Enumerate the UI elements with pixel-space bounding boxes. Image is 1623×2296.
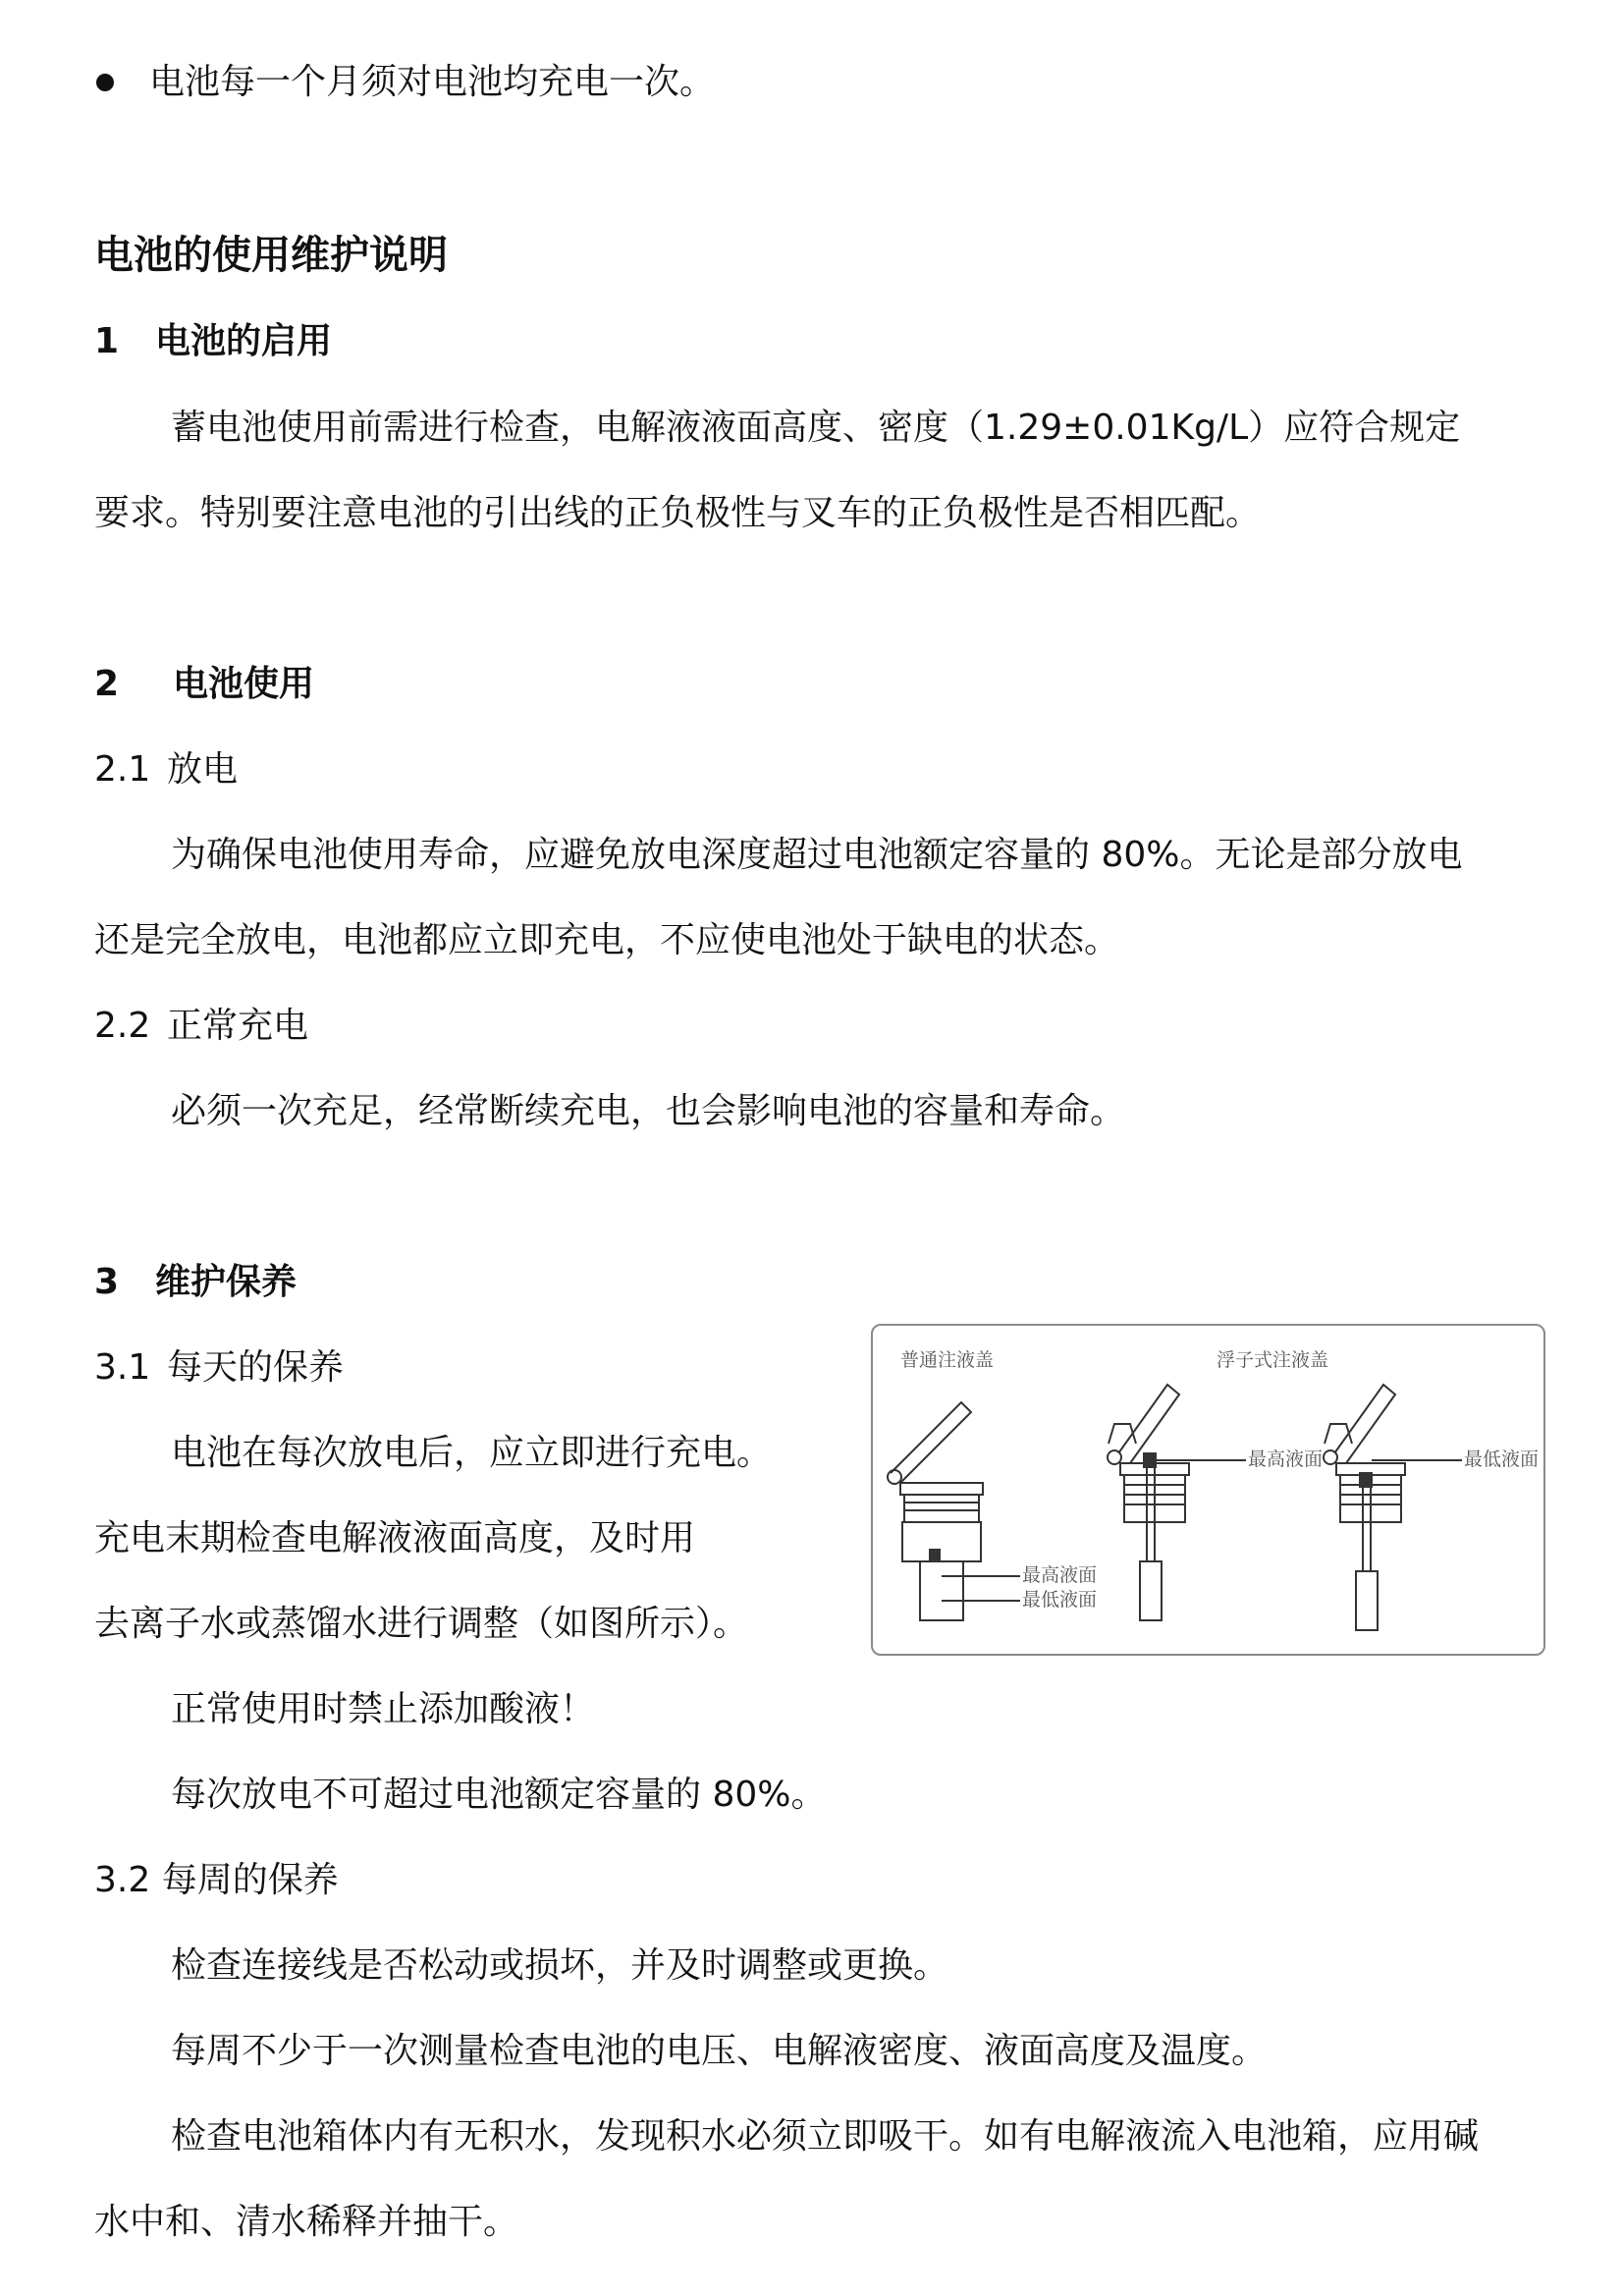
- section-2-1-line-2: 还是完全放电，电池都应立即充电，不应使电池处于缺电的状态。: [94, 920, 1120, 960]
- section-2-2-title: 正常充电: [167, 1006, 309, 1046]
- section-1-title: 电池的启用: [155, 321, 333, 361]
- filler-cap-figure: [871, 1324, 1545, 1656]
- float-filler-cap-drawing-1: [1108, 1385, 1246, 1620]
- section-2-title: 电池使用: [173, 664, 315, 704]
- top-bullet-text: 电池每一个月须对电池均充电一次。: [149, 62, 716, 102]
- section-3-title: 维护保养: [155, 1262, 298, 1302]
- bullet-dot-icon: [96, 74, 114, 91]
- section-2-number: 2: [94, 664, 120, 704]
- section-1-para-line-2: 要求。特别要注意电池的引出线的正负极性与叉车的正负极性是否相匹配。: [94, 493, 1262, 533]
- section-1-para-line-1: 蓄电池使用前需进行检查，电解液液面高度、密度（1.29±0.01Kg/L）应符合规定: [171, 408, 1461, 448]
- section-3-1-line-1: 电池在每次放电后，应立即进行充电。: [171, 1433, 773, 1473]
- section-2-1-number: 2.1: [94, 749, 151, 790]
- label-normal-cap: 普通注液盖: [900, 1349, 995, 1371]
- section-3-1-line-4: 正常使用时禁止添加酸液！: [171, 1689, 596, 1729]
- section-3-2-number: 3.2: [94, 1860, 151, 1900]
- section-3-2-line-1: 检查连接线是否松动或损坏，并及时调整或更换。: [171, 1945, 949, 1986]
- section-3-1-line-5: 每次放电不可超过电池额定容量的 80%。: [171, 1775, 827, 1815]
- label-max-level-float: 最高液面: [1248, 1449, 1324, 1470]
- section-title: 电池的使用维护说明: [94, 233, 448, 278]
- label-min-level-float: 最低液面: [1464, 1449, 1540, 1470]
- section-3-2-line-4: 水中和、清水稀释并抽干。: [94, 2202, 519, 2242]
- section-2-1-title: 放电: [167, 749, 239, 790]
- section-3-1-title: 每天的保养: [167, 1347, 345, 1388]
- label-min-level-normal: 最低液面: [1022, 1589, 1098, 1611]
- section-3-2-heading: [94, 1860, 339, 1900]
- section-3-2-line-2: 每周不少于一次测量检查电池的电压、电解液密度、液面高度及温度。: [171, 2031, 1268, 2071]
- section-3-1-line-3: 去离子水或蒸馏水进行调整（如图所示）。: [94, 1604, 749, 1644]
- section-3-2-title: 每周的保养: [161, 1860, 339, 1900]
- section-2-2-number: 2.2: [94, 1006, 151, 1046]
- filler-cap-diagram: [873, 1326, 1545, 1656]
- label-float-cap: 浮子式注液盖: [1217, 1349, 1329, 1371]
- section-3-2-line-3: 检查电池箱体内有无积水，发现积水必须立即吸干。如有电解液流入电池箱，应用碱: [171, 2116, 1480, 2157]
- label-max-level-normal: 最高液面: [1022, 1564, 1098, 1586]
- normal-filler-cap-drawing: [888, 1402, 1020, 1620]
- section-3-1-line-2: 充电末期检查电解液液面高度，及时用: [94, 1518, 696, 1558]
- section-2-1-line-1: 为确保电池使用寿命，应避免放电深度超过电池额定容量的 80%。无论是部分放电: [171, 835, 1463, 875]
- section-2-2-line-1: 必须一次充足，经常断续充电，也会影响电池的容量和寿命。: [171, 1091, 1126, 1131]
- float-filler-cap-drawing-2: [1324, 1385, 1462, 1630]
- section-1-number: 1: [94, 321, 120, 361]
- section-3-number: 3: [94, 1262, 120, 1302]
- section-3-1-number: 3.1: [94, 1347, 151, 1388]
